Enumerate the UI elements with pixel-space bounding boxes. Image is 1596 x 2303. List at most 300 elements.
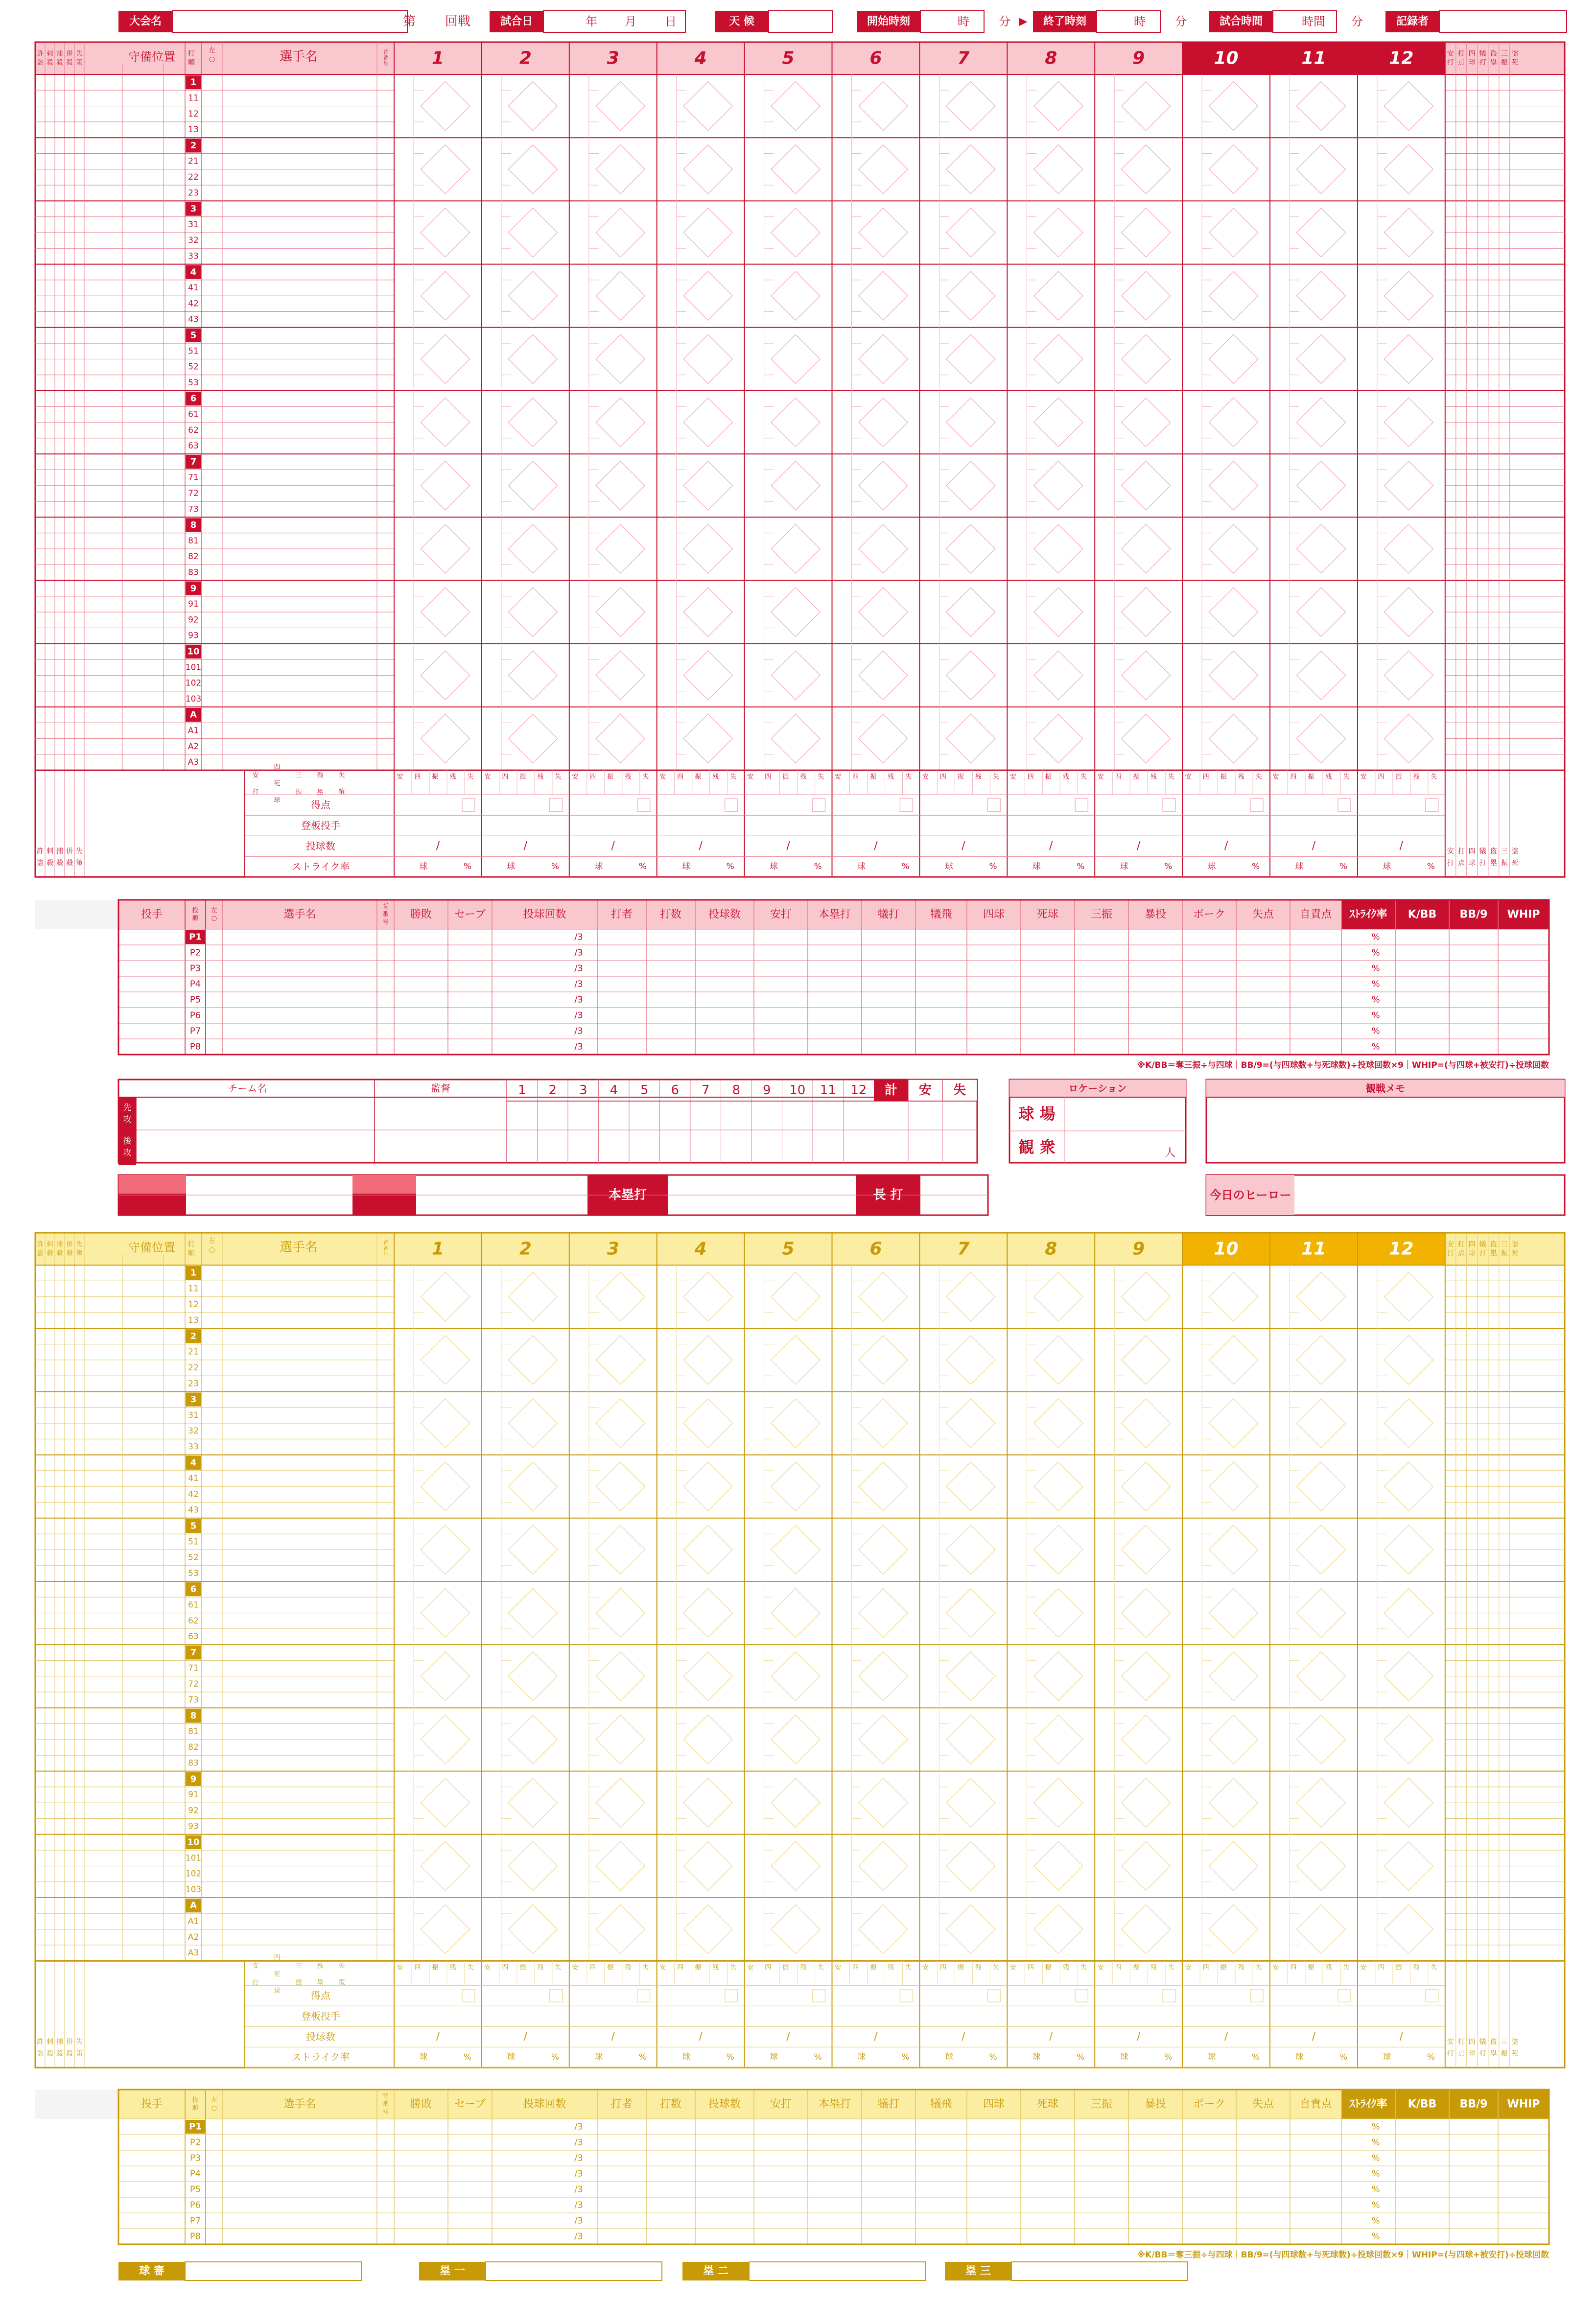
base-diamond[interactable]: [946, 271, 995, 320]
base-diamond[interactable]: [1296, 1905, 1345, 1954]
base-diamond[interactable]: [859, 145, 908, 194]
base-diamond[interactable]: [596, 334, 645, 383]
base-diamond[interactable]: [1384, 271, 1433, 320]
base-diamond[interactable]: [421, 208, 469, 257]
base-diamond[interactable]: [421, 714, 469, 763]
base-diamond[interactable]: [508, 334, 557, 383]
base-diamond[interactable]: [1034, 334, 1083, 383]
base-diamond[interactable]: [421, 271, 469, 320]
base-diamond[interactable]: [1122, 1905, 1171, 1954]
base-diamond[interactable]: [946, 1905, 995, 1954]
base-diamond[interactable]: [1122, 1589, 1171, 1638]
score-box[interactable]: [462, 799, 475, 811]
base-diamond[interactable]: [771, 651, 820, 700]
base-diamond[interactable]: [771, 714, 820, 763]
base-diamond[interactable]: [1034, 1272, 1083, 1321]
base-diamond[interactable]: [859, 398, 908, 447]
base-diamond[interactable]: [946, 1525, 995, 1574]
base-diamond[interactable]: [508, 1272, 557, 1321]
base-diamond[interactable]: [1122, 461, 1171, 510]
base-diamond[interactable]: [421, 1652, 469, 1701]
base-diamond[interactable]: [1122, 1399, 1171, 1448]
base-diamond[interactable]: [1296, 208, 1345, 257]
base-diamond[interactable]: [683, 1399, 732, 1448]
tournament-field[interactable]: [172, 11, 407, 32]
base-diamond[interactable]: [596, 1272, 645, 1321]
base-diamond[interactable]: [1209, 398, 1258, 447]
base-diamond[interactable]: [508, 588, 557, 636]
base-diamond[interactable]: [771, 1462, 820, 1511]
base-diamond[interactable]: [1209, 461, 1258, 510]
base-diamond[interactable]: [421, 588, 469, 636]
base-diamond[interactable]: [1034, 1778, 1083, 1827]
score-box[interactable]: [900, 1989, 913, 2002]
base-diamond[interactable]: [859, 1399, 908, 1448]
base-diamond[interactable]: [1296, 1336, 1345, 1385]
base-diamond[interactable]: [859, 82, 908, 131]
base-diamond[interactable]: [1209, 145, 1258, 194]
base-diamond[interactable]: [1384, 1778, 1433, 1827]
base-diamond[interactable]: [1209, 82, 1258, 131]
base-diamond[interactable]: [1384, 714, 1433, 763]
score-box[interactable]: [1250, 799, 1263, 811]
base-diamond[interactable]: [683, 271, 732, 320]
score-box[interactable]: [725, 799, 738, 811]
score-box[interactable]: [987, 1989, 1000, 2002]
base-diamond[interactable]: [683, 334, 732, 383]
base-diamond[interactable]: [683, 1715, 732, 1764]
base-diamond[interactable]: [1034, 398, 1083, 447]
base-diamond[interactable]: [859, 1905, 908, 1954]
base-diamond[interactable]: [1209, 208, 1258, 257]
base-diamond[interactable]: [1034, 524, 1083, 573]
base-diamond[interactable]: [1209, 1399, 1258, 1448]
base-diamond[interactable]: [1384, 1336, 1433, 1385]
base-diamond[interactable]: [1034, 1336, 1083, 1385]
base-diamond[interactable]: [771, 1399, 820, 1448]
base-diamond[interactable]: [1122, 1841, 1171, 1890]
base-diamond[interactable]: [1296, 1525, 1345, 1574]
base-diamond[interactable]: [1296, 651, 1345, 700]
score-box[interactable]: [813, 799, 825, 811]
base-diamond[interactable]: [1384, 82, 1433, 131]
base-diamond[interactable]: [1209, 714, 1258, 763]
base-diamond[interactable]: [1209, 1336, 1258, 1385]
base-diamond[interactable]: [1034, 208, 1083, 257]
base-diamond[interactable]: [1034, 714, 1083, 763]
base-diamond[interactable]: [946, 1652, 995, 1701]
base-diamond[interactable]: [508, 1905, 557, 1954]
base-diamond[interactable]: [1209, 1525, 1258, 1574]
base-diamond[interactable]: [596, 651, 645, 700]
base-diamond[interactable]: [771, 1272, 820, 1321]
base-diamond[interactable]: [683, 714, 732, 763]
umpire-home-field[interactable]: [185, 2262, 361, 2280]
base-diamond[interactable]: [421, 1841, 469, 1890]
base-diamond[interactable]: [1034, 1652, 1083, 1701]
inning-stat-label: 四: [852, 773, 859, 781]
base-diamond[interactable]: [683, 461, 732, 510]
base-diamond[interactable]: [1034, 1525, 1083, 1574]
umpire-second-field[interactable]: [749, 2262, 925, 2280]
base-diamond[interactable]: [596, 145, 645, 194]
score-box[interactable]: [900, 799, 913, 811]
base-diamond[interactable]: [683, 1905, 732, 1954]
base-diamond[interactable]: [508, 1462, 557, 1511]
base-diamond[interactable]: [508, 208, 557, 257]
base-diamond[interactable]: [1034, 1399, 1083, 1448]
base-diamond[interactable]: [596, 588, 645, 636]
base-diamond[interactable]: [946, 334, 995, 383]
base-diamond[interactable]: [1296, 714, 1345, 763]
base-diamond[interactable]: [1384, 524, 1433, 573]
base-diamond[interactable]: [1384, 1399, 1433, 1448]
bottom-right-label: [1458, 2038, 1465, 2058]
base-diamond[interactable]: [683, 524, 732, 573]
base-diamond[interactable]: [771, 524, 820, 573]
base-diamond[interactable]: [1034, 1462, 1083, 1511]
base-diamond[interactable]: [421, 398, 469, 447]
score-box[interactable]: [1338, 1989, 1351, 2002]
base-diamond[interactable]: [771, 1652, 820, 1701]
base-diamond[interactable]: [859, 1336, 908, 1385]
base-diamond[interactable]: [1296, 271, 1345, 320]
base-diamond[interactable]: [1122, 714, 1171, 763]
base-diamond[interactable]: [508, 271, 557, 320]
base-diamond[interactable]: [1122, 398, 1171, 447]
base-diamond[interactable]: [421, 145, 469, 194]
base-diamond[interactable]: [421, 1715, 469, 1764]
base-diamond[interactable]: [1384, 145, 1433, 194]
base-diamond[interactable]: [508, 1652, 557, 1701]
base-diamond[interactable]: [1034, 461, 1083, 510]
base-diamond[interactable]: [508, 651, 557, 700]
base-diamond[interactable]: [1122, 334, 1171, 383]
base-diamond[interactable]: [596, 1905, 645, 1954]
base-diamond[interactable]: [1209, 651, 1258, 700]
base-diamond[interactable]: [683, 1336, 732, 1385]
base-diamond[interactable]: [1034, 271, 1083, 320]
score-box[interactable]: [1250, 1989, 1263, 2002]
base-diamond[interactable]: [771, 271, 820, 320]
base-diamond[interactable]: [596, 1778, 645, 1827]
base-diamond[interactable]: [683, 1272, 732, 1321]
weather-field[interactable]: [769, 11, 832, 32]
base-diamond[interactable]: [683, 82, 732, 131]
base-diamond[interactable]: [859, 1272, 908, 1321]
base-diamond[interactable]: [1296, 334, 1345, 383]
base-diamond[interactable]: [508, 82, 557, 131]
base-diamond[interactable]: [421, 524, 469, 573]
base-diamond[interactable]: [1122, 588, 1171, 636]
base-diamond[interactable]: [1296, 524, 1345, 573]
base-diamond[interactable]: [946, 1589, 995, 1638]
base-diamond[interactable]: [1122, 82, 1171, 131]
base-diamond[interactable]: [946, 82, 995, 131]
score-box[interactable]: [1163, 799, 1175, 811]
base-diamond[interactable]: [421, 1399, 469, 1448]
base-diamond[interactable]: [683, 1652, 732, 1701]
score-box[interactable]: [1163, 1989, 1175, 2002]
base-diamond[interactable]: [1122, 208, 1171, 257]
base-diamond[interactable]: [771, 1336, 820, 1385]
base-diamond[interactable]: [946, 714, 995, 763]
base-diamond[interactable]: [946, 651, 995, 700]
score-box[interactable]: [1075, 1989, 1088, 2002]
base-diamond[interactable]: [1034, 145, 1083, 194]
base-diamond[interactable]: [508, 1589, 557, 1638]
base-diamond[interactable]: [946, 1272, 995, 1321]
base-diamond[interactable]: [1384, 1462, 1433, 1511]
base-diamond[interactable]: [1122, 524, 1171, 573]
base-diamond[interactable]: [1034, 1905, 1083, 1954]
base-diamond[interactable]: [683, 588, 732, 636]
base-diamond[interactable]: [771, 461, 820, 510]
base-diamond[interactable]: [1296, 1462, 1345, 1511]
base-diamond[interactable]: [1209, 1778, 1258, 1827]
base-diamond[interactable]: [1034, 588, 1083, 636]
base-diamond[interactable]: [859, 1841, 908, 1890]
base-diamond[interactable]: [771, 1841, 820, 1890]
base-diamond[interactable]: [1034, 651, 1083, 700]
score-box[interactable]: [1338, 799, 1351, 811]
base-diamond[interactable]: [1122, 145, 1171, 194]
base-diamond[interactable]: [1384, 334, 1433, 383]
base-diamond[interactable]: [421, 1272, 469, 1321]
base-diamond[interactable]: [1209, 1715, 1258, 1764]
base-diamond[interactable]: [1296, 1715, 1345, 1764]
base-diamond[interactable]: [771, 398, 820, 447]
score-box[interactable]: [550, 799, 563, 811]
base-diamond[interactable]: [683, 398, 732, 447]
base-diamond[interactable]: [683, 651, 732, 700]
base-diamond[interactable]: [946, 1336, 995, 1385]
score-box[interactable]: [1426, 1989, 1438, 2002]
base-diamond[interactable]: [683, 1462, 732, 1511]
base-diamond[interactable]: [1034, 1715, 1083, 1764]
base-diamond[interactable]: [771, 1778, 820, 1827]
base-diamond[interactable]: [1122, 1715, 1171, 1764]
base-diamond[interactable]: [859, 1589, 908, 1638]
base-diamond[interactable]: [1296, 461, 1345, 510]
base-diamond[interactable]: [1296, 82, 1345, 131]
base-diamond[interactable]: [859, 714, 908, 763]
base-diamond[interactable]: [421, 1589, 469, 1638]
base-diamond[interactable]: [596, 524, 645, 573]
base-diamond[interactable]: [1296, 588, 1345, 636]
base-diamond[interactable]: [1209, 334, 1258, 383]
base-diamond[interactable]: [946, 145, 995, 194]
base-diamond[interactable]: [771, 145, 820, 194]
base-diamond[interactable]: [596, 1715, 645, 1764]
base-diamond[interactable]: [683, 208, 732, 257]
base-diamond[interactable]: [771, 1525, 820, 1574]
base-diamond[interactable]: [859, 524, 908, 573]
base-diamond[interactable]: [859, 651, 908, 700]
score-box[interactable]: [1075, 799, 1088, 811]
base-diamond[interactable]: [596, 1399, 645, 1448]
base-diamond[interactable]: [771, 1905, 820, 1954]
base-diamond[interactable]: [508, 1525, 557, 1574]
base-diamond[interactable]: [1296, 1272, 1345, 1321]
base-diamond[interactable]: [596, 208, 645, 257]
base-diamond[interactable]: [596, 1336, 645, 1385]
base-diamond[interactable]: [1034, 1589, 1083, 1638]
base-diamond[interactable]: [1296, 1778, 1345, 1827]
base-diamond[interactable]: [1296, 1841, 1345, 1890]
score-box[interactable]: [987, 799, 1000, 811]
base-diamond[interactable]: [859, 271, 908, 320]
base-diamond[interactable]: [946, 461, 995, 510]
base-diamond[interactable]: [508, 398, 557, 447]
score-box[interactable]: [637, 799, 650, 811]
base-diamond[interactable]: [1209, 588, 1258, 636]
base-diamond[interactable]: [508, 461, 557, 510]
base-diamond[interactable]: [1209, 1841, 1258, 1890]
base-diamond[interactable]: [1384, 1905, 1433, 1954]
base-diamond[interactable]: [508, 1715, 557, 1764]
base-diamond[interactable]: [859, 588, 908, 636]
base-diamond[interactable]: [1034, 1841, 1083, 1890]
base-diamond[interactable]: [1209, 524, 1258, 573]
base-diamond[interactable]: [596, 1841, 645, 1890]
base-diamond[interactable]: [1122, 271, 1171, 320]
base-diamond[interactable]: [859, 461, 908, 510]
base-diamond[interactable]: [508, 1841, 557, 1890]
base-diamond[interactable]: [1122, 1272, 1171, 1321]
base-diamond[interactable]: [1384, 1841, 1433, 1890]
base-diamond[interactable]: [683, 1778, 732, 1827]
base-diamond[interactable]: [596, 1462, 645, 1511]
base-diamond[interactable]: [771, 1715, 820, 1764]
base-diamond[interactable]: [1384, 398, 1433, 447]
base-diamond[interactable]: [771, 588, 820, 636]
base-diamond[interactable]: [771, 208, 820, 257]
base-diamond[interactable]: [1384, 588, 1433, 636]
base-diamond[interactable]: [596, 1652, 645, 1701]
base-diamond[interactable]: [421, 1778, 469, 1827]
base-diamond[interactable]: [859, 1652, 908, 1701]
base-diamond[interactable]: [683, 1525, 732, 1574]
base-diamond[interactable]: [946, 1715, 995, 1764]
base-diamond[interactable]: [946, 208, 995, 257]
base-diamond[interactable]: [508, 145, 557, 194]
base-diamond[interactable]: [1122, 1778, 1171, 1827]
base-diamond[interactable]: [1384, 1652, 1433, 1701]
base-diamond[interactable]: [859, 1778, 908, 1827]
base-diamond[interactable]: [946, 524, 995, 573]
end-time-field[interactable]: [1097, 11, 1160, 32]
base-diamond[interactable]: [596, 714, 645, 763]
base-diamond[interactable]: [946, 1462, 995, 1511]
base-diamond[interactable]: [859, 1462, 908, 1511]
base-diamond[interactable]: [1209, 1589, 1258, 1638]
base-diamond[interactable]: [683, 1589, 732, 1638]
base-diamond[interactable]: [946, 588, 995, 636]
umpire-third-field[interactable]: [1011, 2262, 1188, 2280]
base-diamond[interactable]: [1296, 1589, 1345, 1638]
base-diamond[interactable]: [1384, 461, 1433, 510]
base-diamond[interactable]: [421, 1336, 469, 1385]
score-box[interactable]: [1426, 799, 1438, 811]
base-diamond[interactable]: [596, 82, 645, 131]
start-time-field[interactable]: [920, 11, 984, 32]
base-diamond[interactable]: [1122, 651, 1171, 700]
base-diamond[interactable]: [859, 208, 908, 257]
base-diamond[interactable]: [1296, 145, 1345, 194]
base-diamond[interactable]: [1384, 1589, 1433, 1638]
base-diamond[interactable]: [596, 461, 645, 510]
base-diamond[interactable]: [683, 1841, 732, 1890]
score-box[interactable]: [725, 1989, 738, 2002]
base-diamond[interactable]: [596, 271, 645, 320]
base-diamond[interactable]: [421, 82, 469, 131]
base-diamond[interactable]: [1122, 1525, 1171, 1574]
base-diamond[interactable]: [859, 1715, 908, 1764]
base-diamond[interactable]: [1122, 1336, 1171, 1385]
base-diamond[interactable]: [1384, 1525, 1433, 1574]
base-diamond[interactable]: [683, 145, 732, 194]
base-diamond[interactable]: [1384, 1715, 1433, 1764]
base-diamond[interactable]: [596, 1589, 645, 1638]
score-box[interactable]: [462, 1989, 475, 2002]
base-diamond[interactable]: [508, 1399, 557, 1448]
base-diamond[interactable]: [1209, 1905, 1258, 1954]
base-diamond[interactable]: [508, 1778, 557, 1827]
base-diamond[interactable]: [508, 714, 557, 763]
base-diamond[interactable]: [771, 334, 820, 383]
base-diamond[interactable]: [1209, 1462, 1258, 1511]
base-diamond[interactable]: [1122, 1652, 1171, 1701]
base-diamond[interactable]: [771, 82, 820, 131]
score-box[interactable]: [550, 1989, 563, 2002]
base-diamond[interactable]: [421, 651, 469, 700]
base-diamond[interactable]: [1122, 1462, 1171, 1511]
base-diamond[interactable]: [946, 1399, 995, 1448]
base-diamond[interactable]: [1209, 1652, 1258, 1701]
base-diamond[interactable]: [508, 524, 557, 573]
score-box[interactable]: [813, 1989, 825, 2002]
base-diamond[interactable]: [421, 461, 469, 510]
base-diamond[interactable]: [596, 1525, 645, 1574]
base-diamond[interactable]: [1384, 1272, 1433, 1321]
base-diamond[interactable]: [1209, 1272, 1258, 1321]
base-diamond[interactable]: [1296, 398, 1345, 447]
base-diamond[interactable]: [946, 1841, 995, 1890]
base-diamond[interactable]: [421, 334, 469, 383]
base-diamond[interactable]: [859, 334, 908, 383]
base-diamond[interactable]: [508, 1336, 557, 1385]
base-diamond[interactable]: [421, 1525, 469, 1574]
score-box[interactable]: [637, 1989, 650, 2002]
base-diamond[interactable]: [421, 1905, 469, 1954]
base-diamond[interactable]: [1296, 1652, 1345, 1701]
base-diamond[interactable]: [421, 1462, 469, 1511]
base-diamond[interactable]: [1034, 82, 1083, 131]
base-diamond[interactable]: [1384, 208, 1433, 257]
base-diamond[interactable]: [1209, 271, 1258, 320]
umpire-first-field[interactable]: [486, 2262, 662, 2280]
base-diamond[interactable]: [946, 398, 995, 447]
date-field[interactable]: [543, 11, 685, 32]
base-diamond[interactable]: [1296, 1399, 1345, 1448]
recorder-field[interactable]: [1439, 11, 1567, 32]
base-diamond[interactable]: [859, 1525, 908, 1574]
base-diamond[interactable]: [946, 1778, 995, 1827]
base-diamond[interactable]: [771, 1589, 820, 1638]
base-diamond[interactable]: [596, 398, 645, 447]
base-diamond[interactable]: [1384, 651, 1433, 700]
